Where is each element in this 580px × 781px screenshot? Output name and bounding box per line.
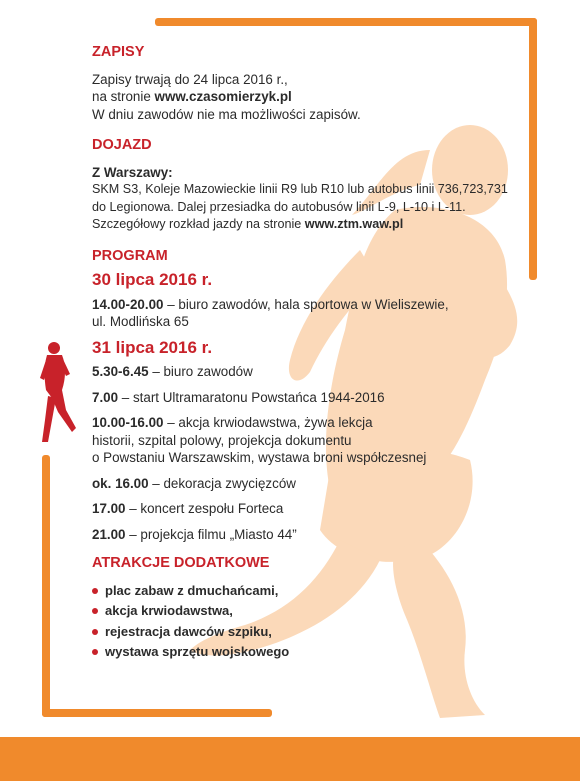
dojazd-line1: SKM S3, Koleje Mazowieckie linii R9 lub R10 lub autobus linii 736,723,731 (92, 182, 508, 196)
list-item: wystawa sprzętu wojskowego (92, 643, 532, 661)
dojazd-heading: DOJAZD (92, 137, 152, 153)
zapisy-section (92, 44, 532, 123)
ztm-link[interactable]: www.ztm.waw.pl (304, 217, 404, 231)
program-item-desc: – koncert zespołu Forteca (125, 501, 284, 516)
czasomierzyk-link[interactable]: www.czasomierzyk.pl (154, 89, 292, 104)
frame-top-bar (155, 18, 537, 26)
program-item-desc: – dekoracja zwycięzców (148, 475, 296, 491)
atrakcje-heading: ATRAKCJE DODATKOWE (92, 555, 270, 571)
program-item-desc2: historii, szpital polowy, projekcja dokumentu (92, 432, 352, 448)
program-item (92, 475, 532, 493)
dojazd-section (92, 137, 532, 234)
list-item: akcja krwiodawstwa, (92, 602, 532, 620)
program-item-time: 10.00-16.00 (92, 415, 164, 430)
dojazd-line3 (92, 216, 532, 234)
frame-bottom-bar (42, 709, 272, 717)
program-item (92, 389, 532, 407)
program-item-desc2: ul. Modlińska 65 (92, 314, 189, 329)
zapisy-line3: W dniu zawodów nie ma możliwości zapisów. (92, 106, 361, 122)
dojazd-subheading (92, 164, 532, 182)
program-item (92, 526, 532, 544)
program-item-time: 21.00 (92, 526, 126, 542)
atrakcje-section (92, 555, 532, 661)
program-item-time: 17.00 (92, 501, 126, 516)
program-item-desc: – biuro zawodów, hala sportowa w Wieliszewie, (163, 296, 449, 312)
program-item-desc: – projekcja filmu „Miasto 44” (125, 526, 297, 542)
zapisy-line2 (92, 88, 532, 106)
program-date-day1: 30 lipca 2016 r. (92, 270, 213, 289)
program-item-desc3: o Powstaniu Warszawskim, wystawa broni współczesnej (92, 450, 427, 465)
program-item-time: 5.30-6.45 (92, 364, 149, 379)
list-item: rejestracja dawców szpiku, (92, 623, 532, 641)
dojazd-line2: do Legionowa. Dalej przesiadka do autobusów linii L-9, L-10 i L-11. (92, 199, 466, 214)
program-item-desc: – start Ultramaratonu Powstańca 1944-2016 (118, 389, 385, 405)
program-item (92, 500, 532, 518)
zapisy-line1: Zapisy trwają do 24 lipca 2016 r., (92, 71, 288, 87)
program-item (92, 363, 532, 381)
zapisy-heading: ZAPISY (92, 44, 145, 60)
dojazd-line3-prefix: Szczegółowy rozkład jazdy na stronie (92, 217, 305, 231)
program-section (92, 248, 532, 544)
list-item: plac zabaw z dmuchańcami, (92, 582, 532, 600)
program-item (92, 296, 532, 331)
program-heading: PROGRAM (92, 247, 168, 264)
program-date-day2: 31 lipca 2016 r. (92, 337, 213, 357)
atrakcje-list (92, 582, 532, 661)
program-item-time: 7.00 (92, 389, 119, 405)
program-item-time: 14.00-20.00 (92, 296, 164, 312)
program-item-desc: – akcja krwiodawstwa, żywa lekcja (163, 415, 373, 430)
frame-left-bar (42, 455, 50, 717)
bottom-orange-band (0, 737, 580, 781)
dojazd-subheading-text: Z Warszawy: (92, 164, 173, 180)
zapisy-line2-prefix: na stronie (92, 89, 155, 104)
program-item (92, 414, 532, 467)
program-item-desc: – biuro zawodów (148, 364, 253, 379)
red-runner-icon (32, 340, 84, 446)
program-item-time: ok. 16.00 (92, 475, 149, 491)
event-info-content (92, 44, 532, 675)
